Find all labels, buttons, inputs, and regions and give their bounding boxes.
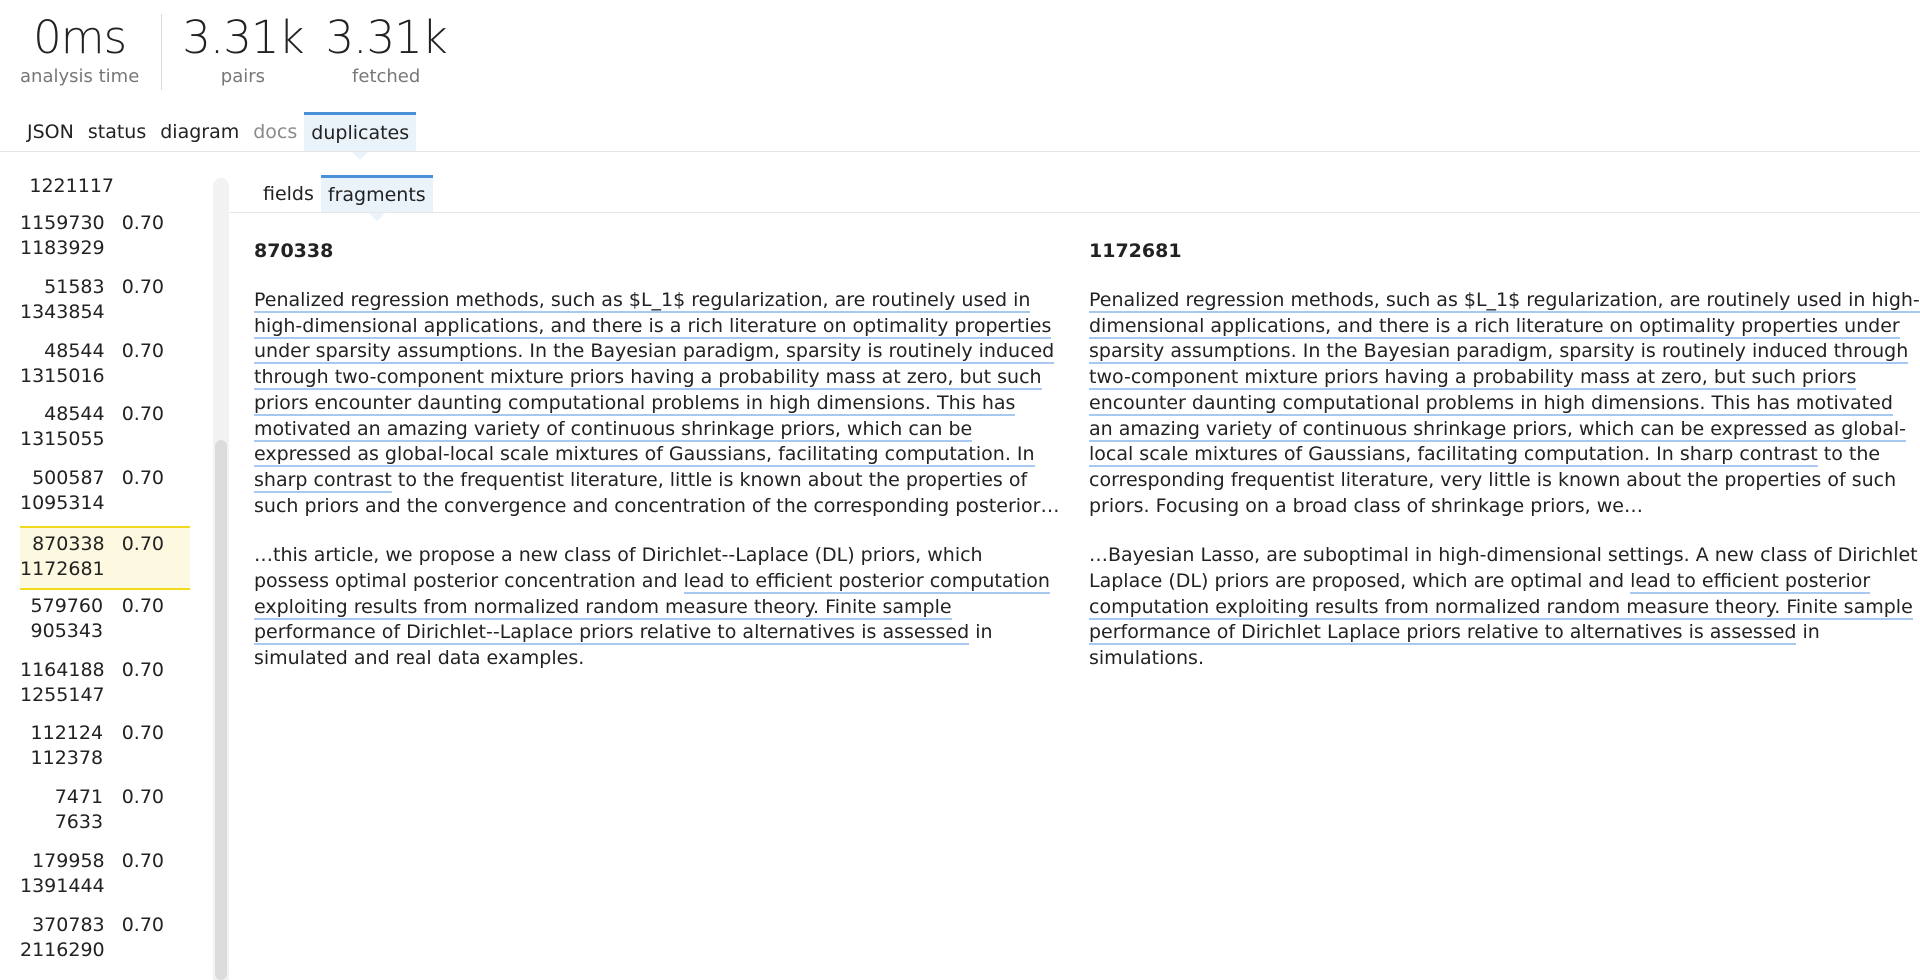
pair-ids (20, 402, 105, 452)
document-id: 870338 (254, 240, 334, 262)
unmatched-text: …this article, we propose a new class of Dirichlet--Laplace (DL) priors, which possess optimal posterior concentration and (254, 544, 983, 593)
pair-score: 0.70 (121, 786, 164, 809)
pair-row[interactable] (20, 590, 190, 654)
unmatched-text: …Bayesian Lasso, are suboptimal in high-dimensional settings. A new class of Dirichlet Laplace (DL) priors are proposed, which are optimal and (1089, 544, 1918, 593)
tab-diagram[interactable]: diagram (160, 121, 240, 143)
pair-ids (20, 849, 105, 899)
pair-score: 0.70 (121, 722, 164, 745)
stat-fetched (326, 12, 447, 89)
pair-id-a: 1159730 (20, 212, 105, 234)
pair-id-a: 1164188 (20, 658, 105, 681)
pair-ids (20, 913, 105, 963)
pair-row[interactable] (20, 717, 190, 781)
tab-fields[interactable]: fields (263, 183, 314, 205)
main-tabs (20, 112, 416, 152)
unmatched-text: in simulated and real data examples. (254, 621, 993, 670)
tab-duplicates[interactable]: duplicates (304, 112, 416, 152)
pair-id-b: 1255147 (20, 683, 105, 706)
unmatched-text: to the corresponding frequentist literature, very little is known about the properties of such priors. Focusing on a broad class of shrinkage priors, we… (1089, 443, 1897, 517)
pair-score: 0.70 (121, 658, 164, 681)
fragment (1089, 288, 1920, 519)
pair-id-a: 500587 (32, 467, 105, 490)
pair-score: 0.70 (121, 339, 164, 362)
tab-docs[interactable]: docs (253, 121, 298, 143)
pair-row[interactable] (20, 462, 190, 526)
pair-ids (20, 211, 105, 261)
pair-id-a: 370783 (32, 913, 105, 936)
pair-ids (20, 594, 103, 644)
duplicate-pair-list (20, 170, 190, 973)
pair-score: 0.70 (121, 403, 164, 426)
pair-row[interactable] (20, 781, 190, 845)
left-document (254, 238, 1062, 696)
matched-text: lead to efficient posterior computation exploiting results from normalized random measure theory. Finite sample performance of Dirichlet Laplace priors relative to alternatives is assessed (1089, 570, 1913, 644)
stats-header (20, 12, 447, 92)
pair-id-b: 1095314 (20, 492, 105, 515)
pair-id-a: 48544 (44, 339, 105, 362)
stat-value: 3.31k (182, 11, 304, 64)
pair-ids (20, 721, 103, 771)
pair-row[interactable] (20, 654, 190, 718)
pair-id-b: 1172681 (20, 557, 105, 580)
pair-id-b: 1391444 (20, 874, 105, 897)
stat-label: pairs (220, 66, 266, 87)
sub-tabs (256, 175, 433, 213)
pair-ids (20, 275, 105, 325)
stat-label: fetched (352, 66, 421, 87)
pair-id-b: 1183929 (20, 237, 105, 259)
stat-pairs (182, 12, 303, 89)
unmatched-text: to the frequentist literature, little is known about the properties of such priors and the convergence and concentration of the corresponding posterior… (254, 468, 1060, 517)
pair-id-a: 579760 (30, 594, 104, 617)
fragment (254, 543, 1062, 672)
fragment (1089, 543, 1920, 672)
matched-text: Penalized regression methods, such as $L_1$ regularization, are routinely used in high-dimensional applications, and there is a rich literature on optimality properties under sparsity assumptions. In the Bayesian paradigm, sparsity is routinely induced through two-component mixture priors having a probability mass at zero, but such priors encounter daunting computational problems in high dimensions. This has motivated an amazing variety of continuous shrinkage priors, which can be expressed as global-local scale mixtures of Gaussians, facilitating computation. In sharp contrast (1089, 289, 1920, 466)
pair-ids (20, 532, 105, 582)
pair-id-b: 905343 (30, 619, 104, 642)
pair-id-b: 112378 (30, 747, 104, 770)
pair-id-b: 1221117 (29, 175, 114, 197)
stat-value: 3.31k (325, 11, 447, 64)
sub-tabs-divider (230, 212, 1920, 213)
stat-value: 0ms (33, 11, 127, 64)
pair-id-a: 51583 (44, 275, 105, 298)
pair-row[interactable] (20, 170, 190, 207)
matched-text: lead to efficient posterior computation exploiting results from normalized random measure theory. Finite sample performance of Dirichlet--Laplace priors relative to alternatives is assessed (254, 570, 1050, 644)
pair-score: 0.70 (121, 849, 164, 872)
pair-ids (20, 658, 105, 708)
pair-score: 0.70 (121, 212, 164, 234)
pair-id-b: 1343854 (20, 300, 105, 323)
unmatched-text: in simulations. (1089, 621, 1820, 670)
pair-ids (20, 785, 103, 835)
pair-row[interactable] (20, 909, 190, 973)
pair-score: 0.70 (121, 913, 164, 936)
pair-list-scrollbar-thumb[interactable] (215, 440, 227, 980)
tab-json[interactable]: JSON (27, 121, 74, 143)
pair-id-b: 2116290 (20, 938, 105, 961)
pair-id-b: 7633 (54, 811, 104, 834)
matched-text: Penalized regression methods, such as $L_1$ regularization, are routinely used in high-dimensional applications, and there is a rich literature on optimality properties under sparsity assumptions. In the Bayesian paradigm, sparsity is routinely induced through two-component mixture priors having a probability mass at zero, but such priors encounter daunting computational problems in high dimensions. This has motivated an amazing variety of continuous shrinkage priors, which can be expressed as global-local scale mixtures of Gaussians, facilitating computation. In sharp contrast (254, 289, 1055, 491)
stat-label: analysis time (20, 66, 140, 87)
tabs-divider (0, 151, 1920, 152)
pair-score: 0.70 (121, 275, 164, 298)
pair-row[interactable] (20, 271, 190, 335)
pair-ids (20, 466, 105, 516)
pair-score: 0.70 (121, 467, 164, 490)
document-id: 1172681 (1089, 240, 1182, 262)
pair-ids (20, 174, 114, 199)
pair-id-a: 7471 (54, 786, 104, 809)
tab-status[interactable]: status (87, 121, 147, 143)
pair-row[interactable] (20, 207, 190, 271)
right-document (1089, 238, 1920, 696)
pair-id-b: 1315055 (20, 428, 105, 451)
pair-score: 0.70 (121, 532, 164, 555)
pair-row[interactable] (20, 398, 190, 462)
fragment (254, 288, 1062, 519)
tab-fragments[interactable]: fragments (321, 175, 433, 213)
pair-id-a: 870338 (32, 532, 105, 555)
stat-analysis-time (20, 12, 139, 89)
stat-divider (161, 14, 162, 90)
pair-id-b: 1315016 (20, 364, 105, 387)
pair-ids (20, 339, 105, 389)
pair-row-selected[interactable] (20, 526, 190, 590)
pair-row[interactable] (20, 335, 190, 399)
pair-id-a: 112124 (30, 722, 104, 745)
pair-id-a: 48544 (44, 403, 105, 426)
pair-id-a: 179958 (32, 849, 105, 872)
pair-score: 0.70 (121, 594, 164, 617)
pair-row[interactable] (20, 845, 190, 909)
